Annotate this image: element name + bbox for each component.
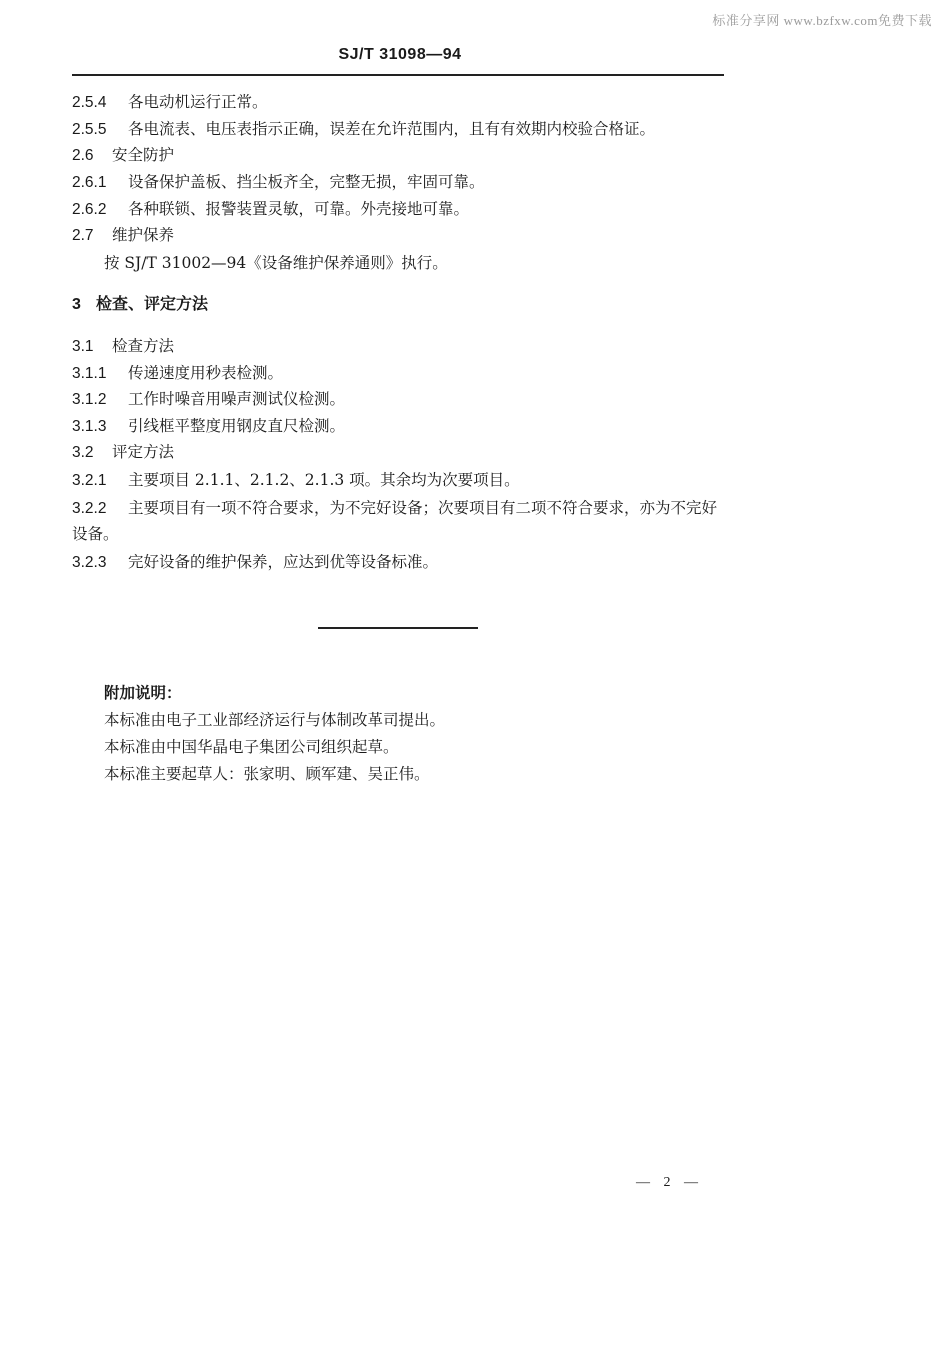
clause-text: 评定方法 — [112, 443, 175, 461]
clause-number: 2.5.5 — [72, 121, 107, 138]
note-line: 本标准主要起草人：张家明、顾军建、吴正伟。 — [104, 765, 430, 783]
clause-3-2 — [72, 442, 174, 463]
page-number: — 2 — — [636, 1175, 698, 1190]
clause-text: 检查方法 — [112, 337, 175, 355]
clause-number: 3.2.3 — [72, 554, 107, 571]
clause-text: 各电动机运行正常。 — [128, 93, 268, 111]
clause-number: 2.6.2 — [72, 201, 107, 218]
end-of-text-rule — [318, 627, 478, 629]
clause-3-2-2-continued — [72, 524, 119, 544]
clause-text: 各电流表、电压表指示正确，误差在允许范围内，且有有效期内校验合格证。 — [128, 120, 656, 138]
section-3-heading — [72, 294, 208, 315]
section-number: 3 — [72, 296, 81, 313]
standard-number-header: SJ/T 31098—94 — [338, 46, 462, 63]
clause-number: 3.2 — [72, 444, 94, 461]
clause-text: 安全防护 — [112, 146, 175, 164]
clause-number: 2.6 — [72, 147, 94, 164]
note-line: 本标准由中国华晶电子集团公司组织起草。 — [104, 738, 399, 756]
clause-3-2-2 — [72, 498, 717, 519]
clause-number: 3.2.2 — [72, 500, 107, 517]
clause-3-1-2 — [72, 389, 345, 410]
clause-2-6 — [72, 145, 174, 166]
clause-3-2-1 — [72, 470, 520, 491]
clause-text: 主要项目 2.1.1、2.1.2、2.1.3 项。其余均为次要项目。 — [128, 471, 520, 489]
clause-text: 传递速度用秒表检测。 — [128, 364, 284, 382]
clause-text: 按 SJ/T 31002—94《设备维护保养通则》执行。 — [104, 254, 448, 272]
clause-2-5-5 — [72, 119, 655, 140]
clause-number: 3.1 — [72, 338, 94, 355]
clause-text: 设备保护盖板、挡尘板齐全，完整无损，牢固可靠。 — [128, 173, 485, 191]
clause-number: 3.1.3 — [72, 418, 107, 435]
clause-text: 工作时噪音用噪声测试仪检测。 — [128, 390, 346, 408]
clause-number: 2.7 — [72, 227, 94, 244]
clause-number: 3.1.2 — [72, 391, 107, 408]
clause-3-1-3 — [72, 416, 345, 437]
clause-2-6-2 — [72, 199, 469, 220]
note-title: 附加说明： — [104, 683, 182, 702]
clause-3-1 — [72, 336, 174, 357]
clause-2-7 — [72, 225, 174, 246]
clause-text: 完好设备的维护保养，应达到优等设备标准。 — [128, 553, 439, 571]
clause-2-7-body — [104, 253, 448, 273]
clause-number: 2.5.4 — [72, 94, 107, 111]
clause-number: 2.6.1 — [72, 174, 107, 191]
header-divider — [72, 74, 724, 76]
clause-2-6-1 — [72, 172, 485, 193]
clause-3-1-1 — [72, 363, 283, 384]
section-title: 检查、评定方法 — [96, 294, 209, 313]
clause-number: 3.2.1 — [72, 472, 107, 489]
clause-text: 维护保养 — [112, 226, 175, 244]
clause-3-2-3 — [72, 552, 438, 573]
clause-2-5-4 — [72, 92, 268, 113]
clause-text: 各种联锁、报警装置灵敏，可靠。外壳接地可靠。 — [128, 200, 470, 218]
clause-text: 主要项目有一项不符合要求，为不完好设备；次要项目有二项不符合要求，亦为不完好 — [128, 499, 718, 517]
clause-number: 3.1.1 — [72, 365, 107, 382]
note-line: 本标准由电子工业部经济运行与体制改革司提出。 — [104, 711, 446, 729]
clause-text: 设备。 — [72, 525, 119, 543]
clause-text: 引线框平整度用钢皮直尺检测。 — [128, 417, 346, 435]
watermark-text: 标准分享网 www.bzfxw.com免费下载 — [712, 13, 932, 28]
